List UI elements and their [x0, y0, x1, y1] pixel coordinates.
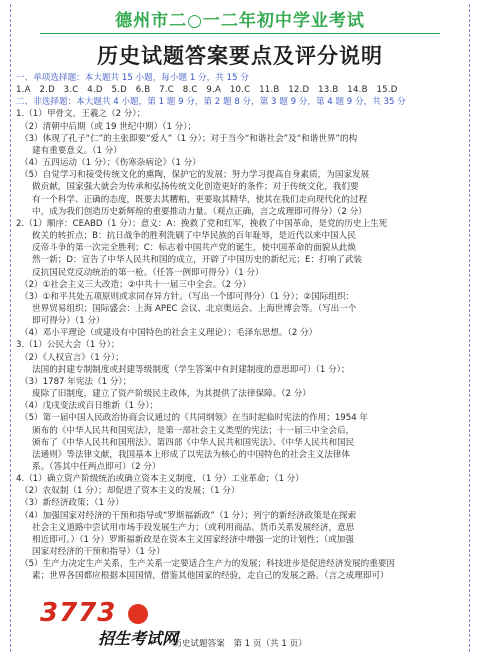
- answer-line: （5）自觉学习和接受传统文化的熏陶，保护它的发展；努力学习提高自身素质，为国家发展: [20, 170, 370, 181]
- answer-line: 国家对经济的干预和指导）（1 分）: [32, 547, 165, 558]
- answer-line: 然一新；D：宣告了中华人民共和国的成立，开辟了中国历史的新纪元；E：打响了武装: [32, 255, 363, 266]
- answer-line: 即可得分）（1 分）: [32, 316, 105, 327]
- answer-line: （4）五四运动（1 分）；《伤寒杂病论》（1 分）: [20, 158, 201, 169]
- watermark-ball-icon: [128, 604, 148, 624]
- section-heading-open: 二、非选择题：本大题共 4 小题，第 1 题 9 分，第 2 题 8 分，第 3 题 9 分，第 4 题 9 分，共 35 分: [16, 97, 406, 108]
- answer-line: 世界贸易组织；国际盛会：上海 APEC 会议、北京奥运会、上海世博会等。（写出一个: [32, 303, 357, 314]
- answer-line: （3）①和平共处五项原则或求同存异方针。（写出一个即可得分）（1 分）；②国际组织：: [20, 291, 355, 302]
- answer-line: 有一个科学、正确的态度，既要去其糟粕，更要取其精华，使其在我们走向现代化的过程: [32, 194, 368, 205]
- answer-line: （5）第一届中国人民政治协商会议通过的《共同纲领》在当时起临时宪法的作用；1954 年: [20, 413, 369, 424]
- answer-line: （3）体现了孔子“仁”的主张即要“爱人”（1 分）；对于当今“和谐社会”及“和谐世界”的构: [20, 133, 358, 144]
- header-divider: [40, 33, 440, 34]
- answer-line: 法国的封建专制制度或封建等级制度（学生答案中有封建制度的意思即可）（1 分）；: [32, 364, 350, 375]
- answer-line: 社会主义道路中尝试用市场手段发展生产力；（或利用商品、货币关系发展经济，意思: [32, 522, 355, 533]
- mc-answers: 1.A 2.D 3.C 4.D 5.D 6.B 7.C 8.C 9.A 10.C 11.B 12.D 13.B 14.B 15.D: [16, 85, 398, 96]
- answer-line: 颁布的《中华人民共和国宪法》，是第一部社会主义类型的宪法；十一届三中全会后，: [32, 425, 355, 436]
- answer-line: （4）加强国家对经济的干预和指导或“罗斯福新政”（1 分）；列宁的新经济政策是在探索: [20, 510, 357, 521]
- answer-line: 做贡献，国家强大就会为传承和弘扬传统文化创造更好的条件；对于传统文化，我们要: [32, 182, 359, 193]
- site-watermark-logo: [40, 598, 180, 650]
- exam-header: 德州市二○一二年初中学业考试: [115, 11, 365, 31]
- answer-line: 系。（答其中任两点即可）（2 分）: [32, 462, 161, 472]
- answer-line: （2）农奴制（1 分）；却促进了资本主义的发展；（1 分）: [20, 486, 240, 497]
- answer-line: 法通则》等法律文献，我国基本上形成了以宪法为核心的中国特色的社会主义法律体: [32, 449, 350, 460]
- answer-line: 废除了旧制度，建立了资产阶级民主政体，为其提供了法律保障。（2 分）: [32, 389, 311, 400]
- answer-line: （2）《人权宣言》（1 分）；: [20, 352, 124, 363]
- answer-line: （4）邓小平理论（或建设有中国特色的社会主义理论）；毛泽东思想。（2 分）: [20, 328, 318, 339]
- answer-line: （2）①社会主义三大改造；②中共十一届三中全会。（2 分）: [20, 279, 252, 290]
- answer-line: （4）戊戌变法或百日维新（1 分）；: [20, 401, 159, 412]
- answer-line: （3）新经济政策；（1 分）: [20, 498, 124, 509]
- answer-line: 相近即可。）（1 分）罗斯福新政是在资本主义国家经济中增强一定的计划性；（或加强: [32, 534, 354, 545]
- answer-line: 建有重要意义。（1 分）: [32, 145, 122, 156]
- answer-line: 1.（1）甲骨文，王羲之（2 分）；: [16, 109, 146, 120]
- answer-line: 反帝斗争的第一次完全胜利；C：标志着中国共产党的诞生，使中国革命的面貌从此焕: [32, 243, 356, 254]
- answer-line: 素；世界各国都应根据本国国情，借鉴其他国家的经验，走自己的发展之路。（言之成理即可）: [32, 571, 389, 582]
- answer-line: （3）1787 年宪法（1 分）；: [20, 376, 132, 387]
- answer-line: 中，成为我们创造历史新辉煌的重要推动力量。（观点正确，言之成理即可得分）（2 分）: [32, 206, 367, 217]
- answer-body: [16, 72, 466, 583]
- page-footer: 历史试题答案 第 1 页（共 1 页）: [173, 639, 307, 649]
- answer-line: （5）生产力决定生产关系，生产关系一定要适合生产力的发展；科技进步是促进经济发展的重要因: [20, 559, 396, 570]
- watermark-number: 3773: [40, 598, 117, 628]
- answer-line: 颁布了《中华人民共和国刑法》、第四部《中华人民共和国宪法》、《中华人民共和国民: [32, 437, 355, 448]
- document-title: 历史试题答案要点及评分说明: [97, 43, 383, 68]
- answer-line: 攸关的转折点；B：抗日战争的胜利洗刷了中华民族的百年耻辱，是近代以来中国人民: [32, 231, 356, 242]
- answer-line: 3.（1）公民大会（1 分）；: [16, 340, 120, 351]
- answer-line: 4.（1）确立资产阶级统治或确立资本主义制度，（1 分）工业革命；（1 分）: [16, 474, 304, 485]
- section-heading-mc: 一、单项选择题：本大题共 15 小题，每小题 1 分，共 15 分: [16, 73, 249, 83]
- watermark-subtitle: 招生考试网: [98, 629, 179, 648]
- answer-line: 反抗国民党反动统治的第一枪。（任答一例即可得分）（1 分）: [32, 267, 264, 278]
- answer-line: （2）清朝中后期（或 19 世纪中期）（1 分）；: [20, 121, 197, 132]
- answer-line: 2.（1）顺序：CEABD（1 分）；意义：A：挽救了党和红军，挽救了中国革命，是党的历史上生死: [16, 218, 388, 229]
